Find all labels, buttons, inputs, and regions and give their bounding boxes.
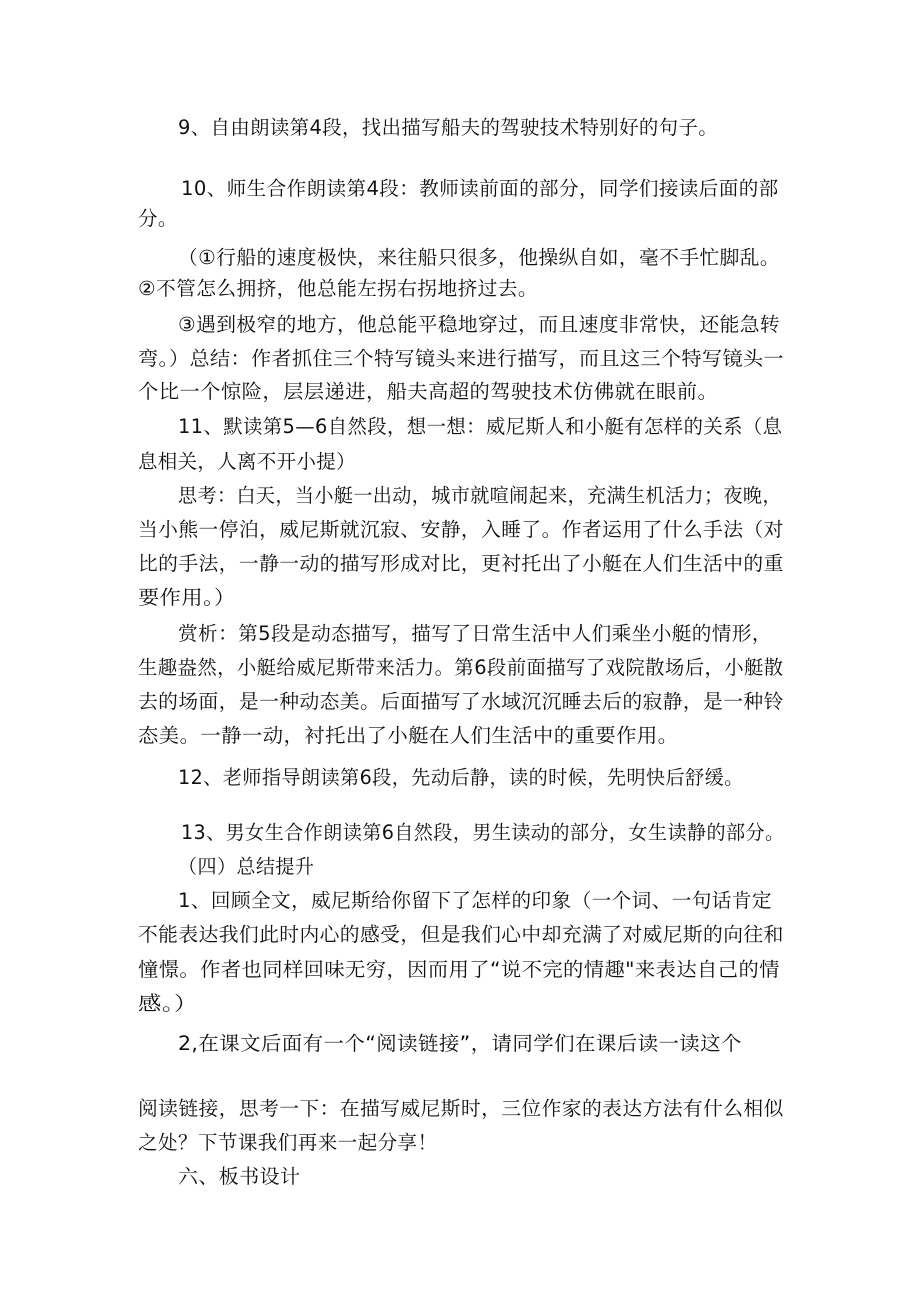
text-line: 1、回顾全文，威尼斯给你留下了怎样的印象（一个词、一句话肯定 — [178, 889, 772, 912]
text-line: ③遇到极窄的地方，他总能平稳地穿过，而且速度非常快，还能急转 — [178, 313, 781, 336]
text-line: 生趣盎然，小艇给威尼斯带来活力。第6段前面描写了戏院散场后，小艇散 — [138, 656, 784, 679]
text-line: 态美。一静一动，衬托出了小艇在人们生活中的重要作用。 — [138, 724, 679, 747]
text-line: 11、默读第5—6自然段，想一想：威尼斯人和小艇有怎样的关系（息 — [178, 415, 783, 438]
text-line: 弯。）总结：作者抓住三个特写镜头来进行描写，而且这三个特写镜头一 — [138, 347, 785, 370]
text-line: 感。） — [138, 992, 198, 1015]
text-line: 12、老师指导朗读第6段，先动后静，读的时候，先明快后舒缓。 — [178, 766, 744, 789]
text-line: 要作用。） — [138, 586, 236, 609]
text-line: 9、自由朗读第4段，找出描写船夫的驾驶技术特别好的句子。 — [178, 116, 719, 139]
text-line: 当小熊一停泊，威尼斯就沉寂、安静，入睡了。作者运用了什么手法（对 — [138, 518, 784, 541]
text-line: 分。 — [138, 207, 178, 230]
text-line: 赏析：第5段是动态描写，描写了日常生活中人们乘坐小艇的情形， — [178, 622, 772, 645]
text-line: 比的手法，一静一动的描写形成对比，更衬托出了小艇在人们生活中的重 — [138, 552, 784, 575]
text-line: （四）总结提升 — [178, 855, 315, 878]
text-line: ②不管怎么拥挤，他总能左拐右拐地挤过去。 — [138, 277, 538, 300]
text-line: 息相关，人离不开小提） — [138, 450, 356, 473]
text-line: 之处？下节课我们再来一起分享！ — [138, 1131, 438, 1154]
text-line: 不能表达我们此时内心的感受，但是我们心中却充满了对威尼斯的向往和 — [138, 923, 784, 946]
section-heading: 六、板书设计 — [178, 1165, 301, 1188]
text-line: 2,在课文后面有一个“阅读链接”，请同学们在课后读一读这个 — [178, 1032, 742, 1055]
text-line: 10、师生合作朗读第4段：教师读前面的部分，同学们接读后面的部 — [181, 177, 779, 200]
text-line: 13、男女生合作朗读第6自然段，男生读动的部分，女生读静的部分。 — [181, 821, 785, 844]
text-line: 去的场面，是一种动态美。后面描写了水域沉沉睡去后的寂静，是一种铃 — [138, 690, 784, 713]
text-line: （①行船的速度极快，来往船只很多，他操纵自如，毫不手忙脚乱。 — [178, 246, 781, 269]
text-line: 阅读链接，思考一下：在描写威尼斯时，三位作家的表达方法有什么相似 — [138, 1097, 784, 1120]
text-line: 个比一个惊险，层层递进，船夫高超的驾驶技术仿佛就在眼前。 — [138, 380, 719, 403]
text-line: 憧憬。作者也同样回味无穷，因而用了“说不完的情趣"来表达自己的情 — [138, 958, 780, 981]
text-line: 思考：白天，当小艇一出动，城市就喧闹起来，充满生机活力；夜晚， — [178, 484, 782, 507]
